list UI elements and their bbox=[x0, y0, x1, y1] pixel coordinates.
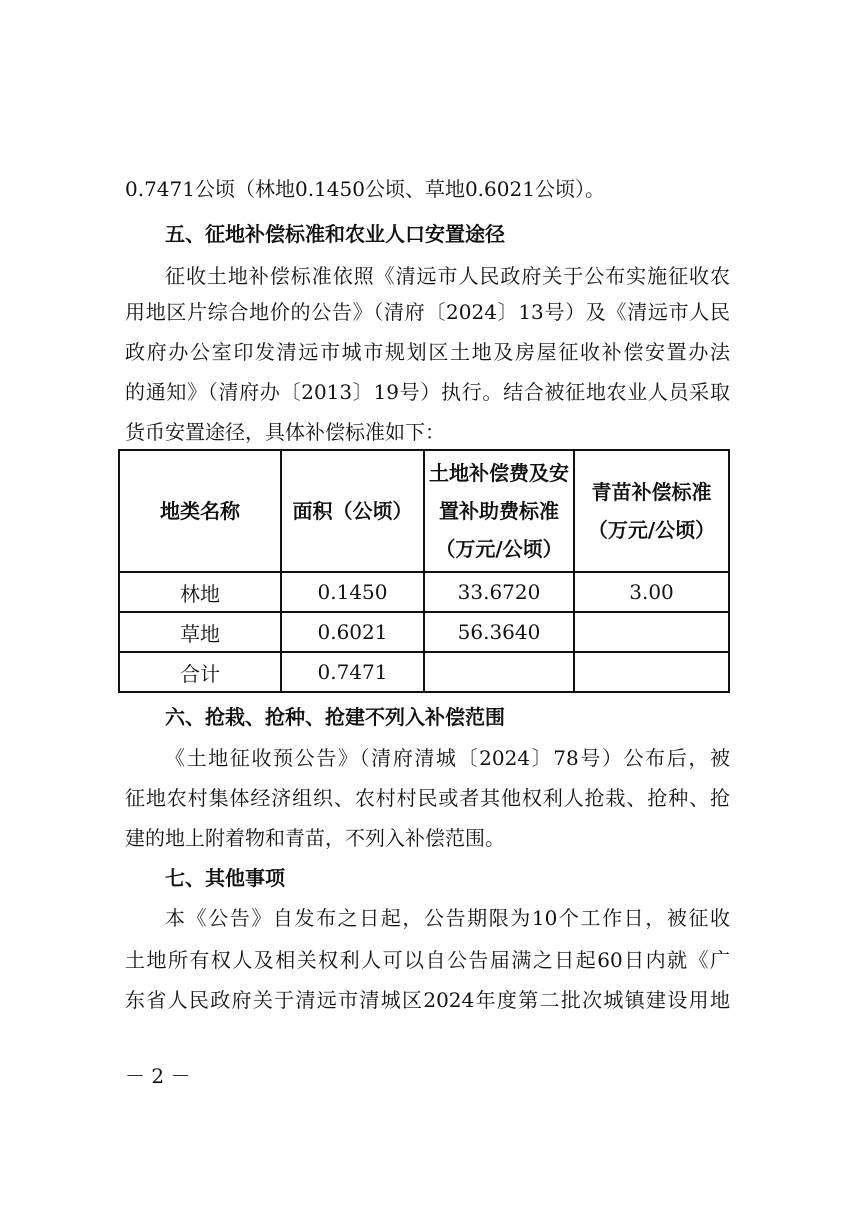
cell-area: 0.6021 bbox=[281, 612, 424, 652]
cell-land-fee: 56.3640 bbox=[424, 612, 574, 652]
cell-crop-fee bbox=[574, 612, 729, 652]
cell-area: 0.1450 bbox=[281, 572, 424, 612]
cell-type: 草地 bbox=[119, 612, 281, 652]
cell-crop-fee: 3.00 bbox=[574, 572, 729, 612]
section-heading-7: 七、其他事项 bbox=[165, 866, 285, 890]
paragraph-line: 用地区片综合地价的公告》（清府〔2024〕13号）及《清远市人民 bbox=[125, 300, 730, 324]
cell-land-fee: 33.6720 bbox=[424, 572, 574, 612]
paragraph-line: 建的地上附着物和青苗，不列入补偿范围。 bbox=[125, 826, 505, 850]
paragraph-line: 土地所有权人及相关权利人可以自公告届满之日起60日内就《广 bbox=[125, 948, 730, 972]
table-row bbox=[119, 572, 729, 612]
paragraph-line: 东省人民政府关于清远市清城区2024年度第二批次城镇建设用地 bbox=[125, 988, 730, 1012]
paragraph-line: 的通知》（清府办〔2013〕19号）执行。结合被征地农业人员采取 bbox=[125, 380, 730, 404]
table-row bbox=[119, 652, 729, 692]
section-heading-6: 六、抢栽、抢种、抢建不列入补偿范围 bbox=[165, 705, 505, 729]
paragraph-line: 货币安置途径，具体补偿标准如下： bbox=[125, 420, 445, 444]
paragraph-line: 政府办公室印发清远市城市规划区土地及房屋征收补偿安置办法 bbox=[125, 340, 730, 364]
table-header-land-type: 地类名称 bbox=[119, 450, 281, 572]
cell-area: 0.7471 bbox=[281, 652, 424, 692]
cell-crop-fee bbox=[574, 652, 729, 692]
table-header-area: 面积（公顷） bbox=[281, 450, 424, 572]
page-number: － 2 － bbox=[125, 1064, 191, 1088]
cell-type: 合计 bbox=[119, 652, 281, 692]
compensation-table bbox=[118, 449, 730, 693]
cell-land-fee bbox=[424, 652, 574, 692]
section-heading-5: 五、征地补偿标准和农业人口安置途径 bbox=[165, 222, 505, 246]
paragraph-line: 《土地征收预公告》（清府清城〔2024〕78号）公布后，被 bbox=[165, 746, 730, 770]
table-row bbox=[119, 612, 729, 652]
paragraph-line: 征收土地补偿标准依照《清远市人民政府关于公布实施征收农 bbox=[165, 264, 730, 288]
paragraph-line: 0.7471公顷（林地0.1450公顷、草地0.6021公顷）。 bbox=[125, 177, 605, 201]
paragraph-line: 本《公告》自发布之日起，公告期限为10个工作日，被征收 bbox=[165, 906, 730, 930]
table-header-land-fee: 土地补偿费及安置补助费标准（万元/公顷） bbox=[424, 450, 574, 572]
paragraph-line: 征地农村集体经济组织、农村村民或者其他权利人抢栽、抢种、抢 bbox=[125, 786, 730, 810]
cell-type: 林地 bbox=[119, 572, 281, 612]
table-header-crop-fee: 青苗补偿标准（万元/公顷） bbox=[574, 450, 729, 572]
